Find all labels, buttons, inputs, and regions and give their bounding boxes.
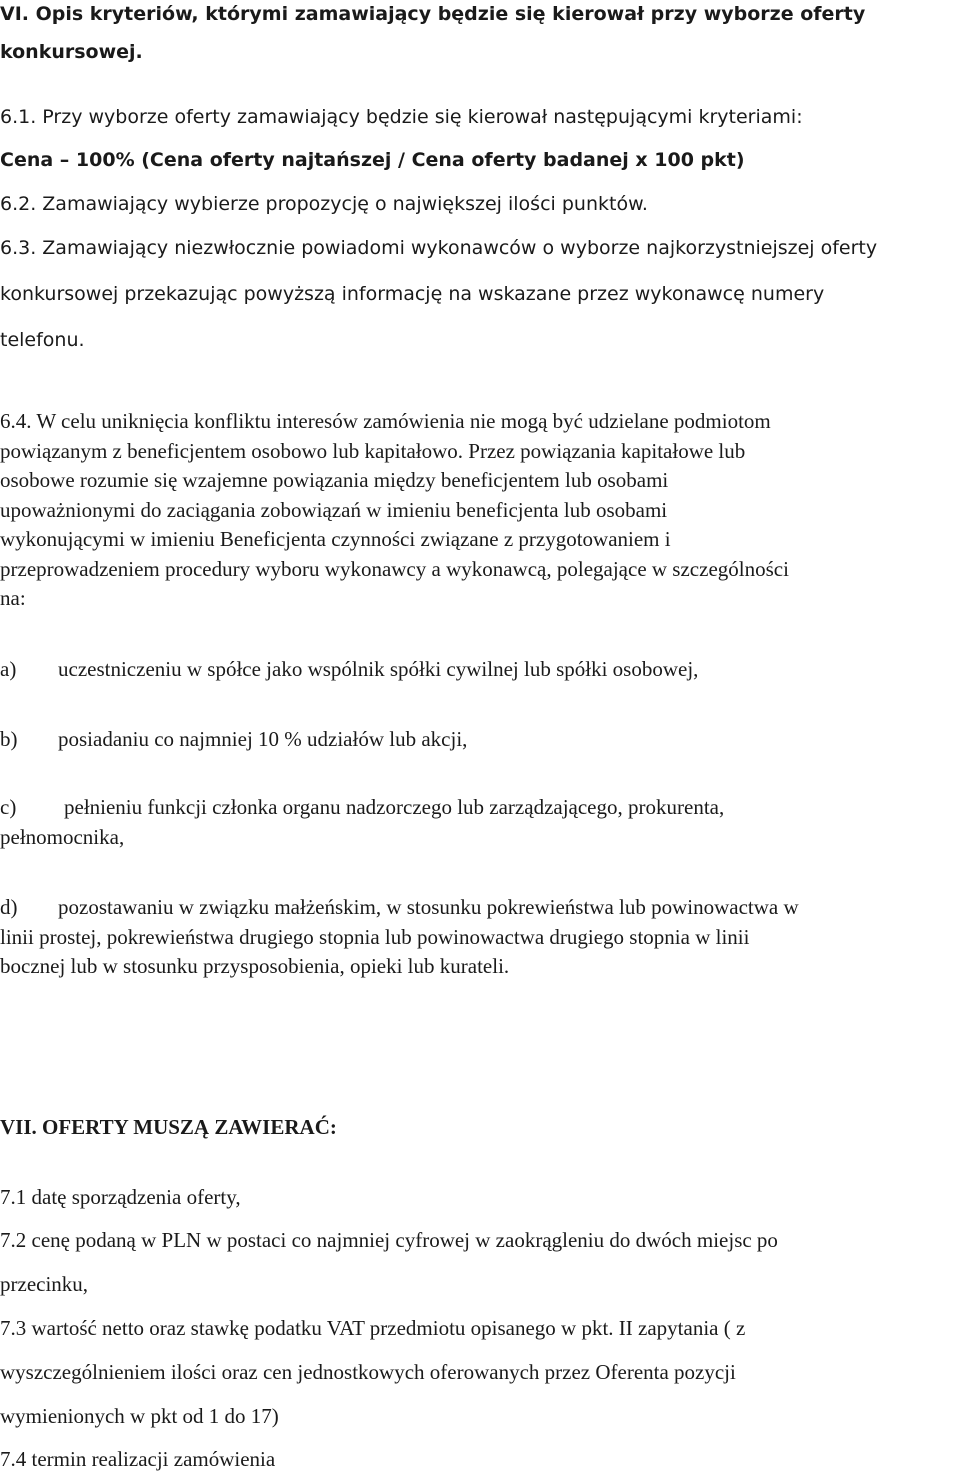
paragraph-6-1-text: 6.1. Przy wyborze oferty zamawiający będzie się kierował następującymi kryteriami:: [0, 106, 803, 128]
section-7-heading: [0, 1111, 958, 1143]
list-item-d-line-2: linii prostej, pokrewieństwa drugiego stopnia lub powinowactwa drugiego stopnia w linii: [0, 924, 750, 949]
list-item-c-text: pełnieniu funkcji członka organu nadzorczego lub zarządzającego, prokurenta,: [64, 795, 725, 819]
list-item-b-text: posiadaniu co najmniej 10 % udziałów lub akcji,: [58, 727, 468, 751]
paragraph-7-3: [0, 1312, 958, 1438]
paragraph-6-4: [0, 407, 958, 614]
criteria-text: Cena – 100% (Cena oferty najtańszej / Cena oferty badanej x 100 pkt): [0, 149, 745, 171]
section-6-heading: [0, 0, 958, 66]
paragraph-6-3-line-3: telefonu.: [0, 329, 85, 351]
paragraph-7-2: [0, 1224, 958, 1306]
list-item-c: [0, 793, 958, 852]
paragraph-7-2-line-1: 7.2 cenę podaną w PLN w postaci co najmniej cyfrowej w zaokrągleniu do dwóch miejsc po: [0, 1228, 778, 1252]
list-item-a-letter: a): [0, 657, 17, 681]
paragraph-7-4: [0, 1443, 958, 1475]
paragraph-7-1: [0, 1181, 958, 1213]
paragraph-6-4-line-1: 6.4. W celu uniknięcia konfliktu interesów zamówienia nie mogą być udzielane podmiotom: [0, 409, 771, 433]
section-6-heading-line-1: VI. Opis kryteriów, którymi zamawiający będzie się kierował przy wyborze oferty: [0, 3, 866, 25]
paragraph-6-4-line-7: na:: [0, 586, 26, 610]
list-item-d-letter: d): [0, 895, 18, 919]
paragraph-6-3: [0, 234, 958, 363]
list-item-a-text: uczestniczeniu w spółce jako wspólnik spółki cywilnej lub spółki osobowej,: [58, 657, 699, 681]
list-item-d-text: pozostawaniu w związku małżeńskim, w stosunku pokrewieństwa lub powinowactwa w: [58, 895, 799, 919]
paragraph-7-3-line-2: wyszczególnieniem ilości oraz cen jednostkowych oferowanych przez Oferenta pozycji: [0, 1360, 736, 1384]
list-item-d: [0, 893, 958, 982]
paragraph-6-1: [0, 103, 958, 131]
list-item-c-letter: c): [0, 795, 17, 819]
paragraph-6-4-line-2b: Przez powiązania kapitałowe lub: [463, 438, 746, 463]
paragraph-7-4-text: 7.4 termin realizacji zamówienia: [0, 1447, 276, 1471]
paragraph-6-3-line-2: konkursowej przekazując powyższą informację na wskazane przez wykonawcę numery: [0, 283, 825, 305]
list-item-b-letter: b): [0, 727, 18, 751]
paragraph-6-2-text: 6.2. Zamawiający wybierze propozycję o największej ilości punktów.: [0, 193, 648, 215]
paragraph-7-1-text: 7.1 datę sporządzenia oferty,: [0, 1185, 241, 1209]
list-item-d-line-3: bocznej lub w stosunku przysposobienia, opieki lub kurateli.: [0, 954, 510, 978]
paragraph-6-4-line-2: [0, 437, 958, 467]
paragraph-6-4-line-5: wykonującymi w imieniu Beneficjenta czynności związane z przygotowaniem i: [0, 527, 671, 551]
section-7-heading-text: VII. OFERTY MUSZĄ ZAWIERAĆ:: [0, 1115, 337, 1139]
list-item-a: [0, 655, 958, 685]
section-6-heading-line-2: konkursowej.: [0, 41, 143, 63]
paragraph-6-4-line-4: upoważnionymi do zaciągania zobowiązań w imieniu beneficjenta lub osobami: [0, 497, 668, 522]
paragraph-7-2-line-2: przecinku,: [0, 1272, 89, 1296]
paragraph-6-4-line-6: przeprowadzeniem procedury wyboru wykonawcy a wykonawcą, polegające w szczególności: [0, 556, 789, 581]
paragraph-7-3-line-3: wymienionych w pkt od 1 do 17): [0, 1404, 279, 1428]
list-item-b: [0, 725, 958, 755]
list-item-c-line-2: pełnomocnika,: [0, 824, 125, 849]
paragraph-6-4-line-3: osobowe rozumie się wzajemne powiązania między beneficjentem lub osobami: [0, 468, 669, 492]
paragraph-6-4-line-2a: powiązanym z beneficjentem osobowo lub kapitałowo.: [0, 438, 464, 463]
paragraph-6-3-line-1: 6.3. Zamawiający niezwłocznie powiadomi wykonawców o wyborze najkorzystniejszej oferty: [0, 237, 878, 259]
paragraph-7-3-line-1: 7.3 wartość netto oraz stawkę podatku VAT przedmiotu opisanego w pkt. II zapytania ( z: [0, 1316, 746, 1340]
criteria-line: [0, 146, 958, 174]
paragraph-6-2: [0, 190, 958, 218]
